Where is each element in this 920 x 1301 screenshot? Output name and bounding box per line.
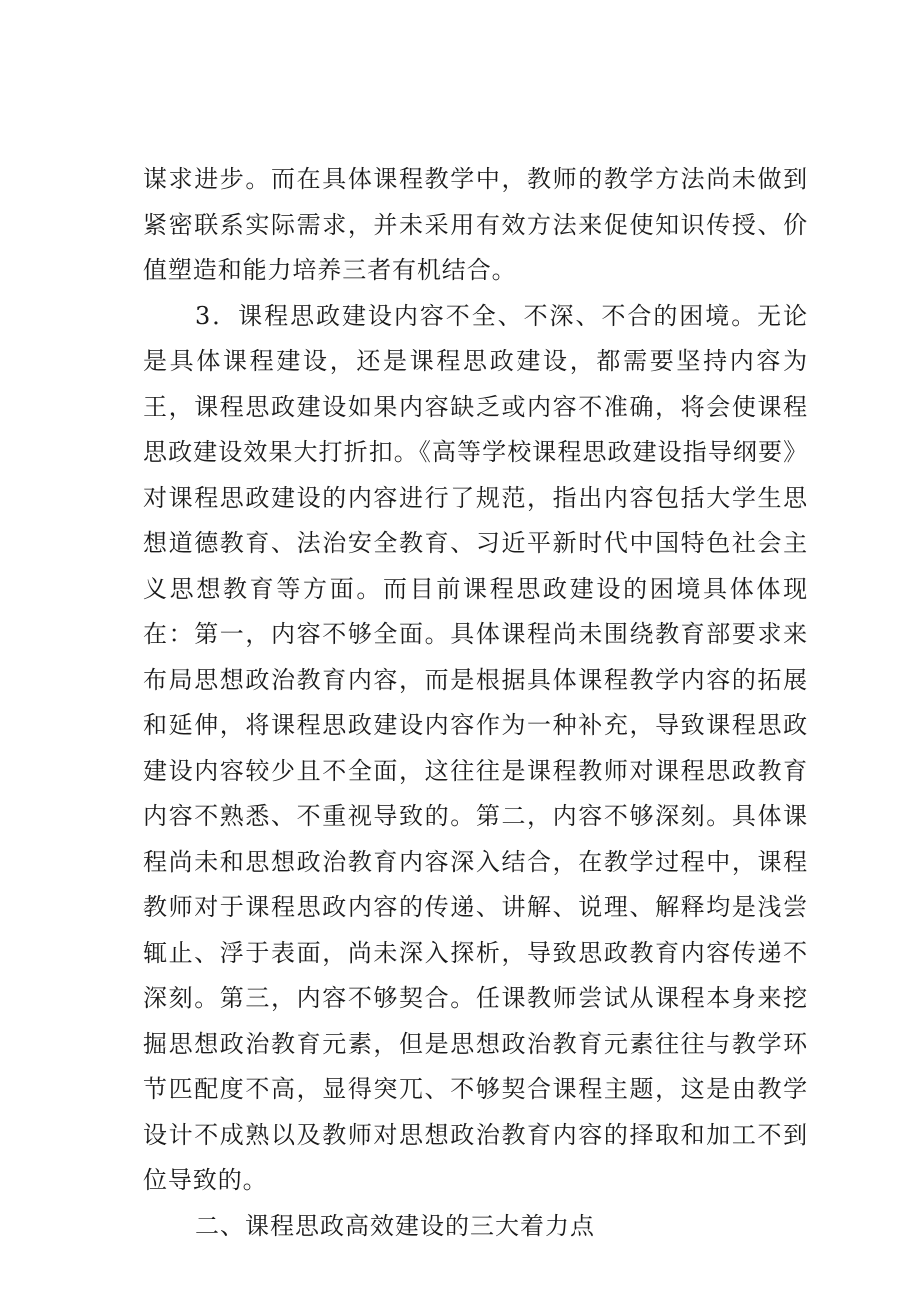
document-body bbox=[143, 157, 808, 1249]
paragraph-point-3: 3．课程思政建设内容不全、不深、不合的困境。无论是具体课程建设，还是课程思政建设，都需要坚持内容为王，课程思政建设如果内容缺乏或内容不准确，将会使课程思政建设效果大打折扣。《高等学校课程思政建设指导纲要》对课程思政建设的内容进行了规范，指出内容包括大学生思想道德教育、法治安全教育、习近平新时代中国特色社会主义思想教育等方面。而目前课程思政建设的困境具体体现在：第一，内容不够全面。具体课程尚未围绕教育部要求来布局思想政治教育内容，而是根据具体课程教学内容的拓展和延伸，将课程思政建设内容作为一种补充，导致课程思政建设内容较少且不全面，这往往是课程教师对课程思政教育内容不熟悉、不重视导致的。第二，内容不够深刻。具体课程尚未和思想政治教育内容深入结合，在教学过程中，课程教师对于课程思政内容的传递、讲解、说理、解释均是浅尝辄止、浮于表面，尚未深入探析，导致思政教育内容传递不深刻。第三，内容不够契合。任课教师尝试从课程本身来挖掘思想政治教育元素，但是思想政治教育元素往往与教学环节匹配度不高，显得突兀、不够契合课程主题，这是由教学设计不成熟以及教师对思想政治教育内容的择取和加工不到位导致的。 bbox=[143, 301, 808, 1194]
section-heading: 二、课程思政高效建设的三大着力点 bbox=[195, 1211, 595, 1240]
paragraph-continuation: 谋求进步。而在具体课程教学中，教师的教学方法尚未做到紧密联系实际需求，并未采用有效方法来促使知识传授、价值塑造和能力培养三者有机结合。 bbox=[143, 165, 808, 284]
